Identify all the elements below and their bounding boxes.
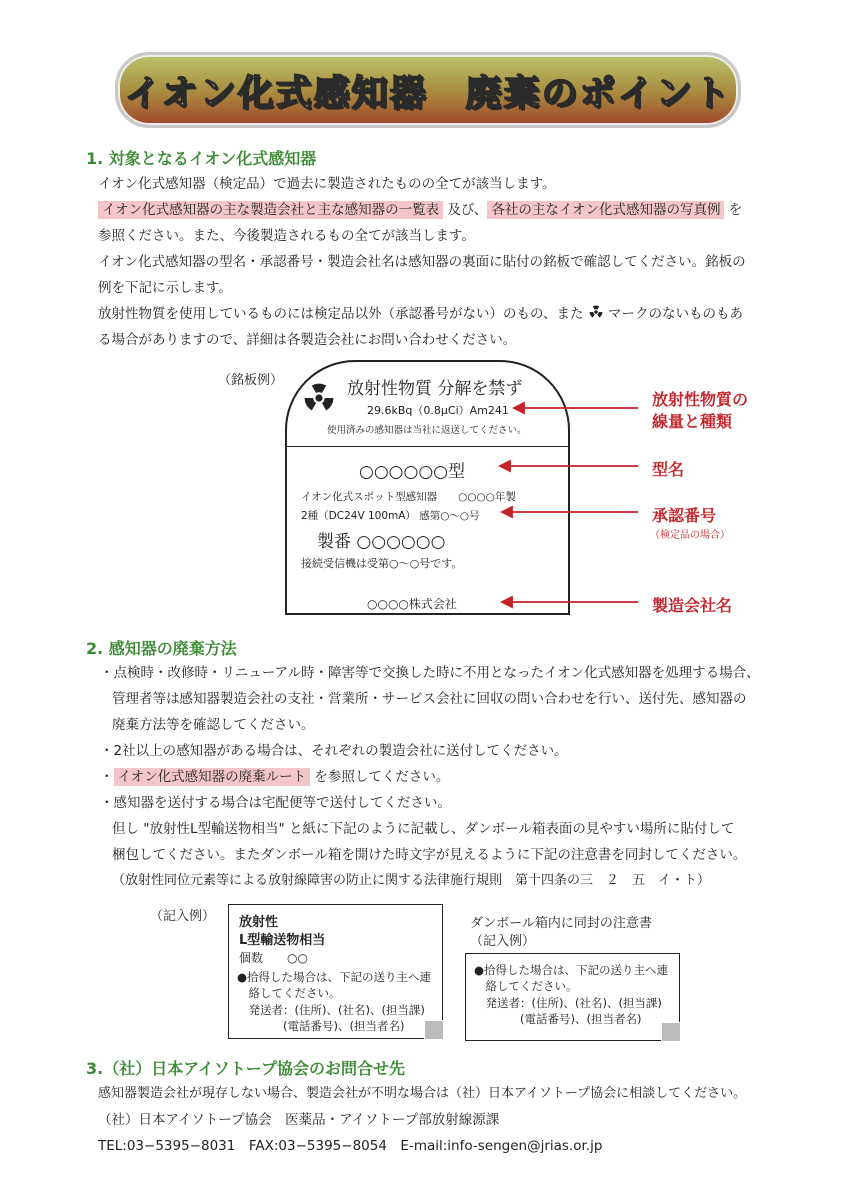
plate-model: ○○○○○○型 xyxy=(359,462,466,482)
callout-approval: 承認番号 xyxy=(652,506,717,525)
page-title: イオン化式感知器 廃棄のポイント xyxy=(124,72,732,114)
example1-box xyxy=(228,904,443,1039)
photo-examples-link[interactable]: 各社の主なイオン化式感知器の写真例 xyxy=(487,201,724,219)
manufacturer-list-link[interactable]: イオン化式感知器の主な製造会社と主な感知器の一覧表 xyxy=(98,201,443,219)
example2-n1: ●拾得した場合は、下記の送り主へ連 xyxy=(474,963,669,977)
section2-b4c: 梱包してください。またダンボール箱を開けた時文字が見えるように下記の注意書を同封してください。 xyxy=(112,847,747,863)
section1-line1: イオン化式感知器（検定品）で過去に製造されたものの全てが該当します。 xyxy=(98,176,556,192)
section1-line3: 参照ください。また、今後製造されるもの全てが該当します。 xyxy=(98,228,475,244)
section1-line5: 例を下記に示します。 xyxy=(98,280,232,296)
section2-b3: ・ イオン化式感知器の廃棄ルート を参照してください。 xyxy=(100,769,450,785)
section2-b2: ・2社以上の感知器がある場合は、それぞれの製造会社に送付してください。 xyxy=(100,743,568,759)
section3-line2: （社）日本アイソトープ協会 医薬品・アイソトープ部放射線源課 xyxy=(98,1112,500,1128)
section2-heading: 2. 感知器の廃棄方法 xyxy=(86,639,237,658)
plate-label: （銘板例） xyxy=(218,373,284,388)
section3-contact: TEL:03−5395−8031 FAX:03−5395−8054 E-mail:info-sengen@jrias.or.jp xyxy=(98,1138,603,1154)
callout-model: 型名 xyxy=(652,460,685,479)
section2-b4b: 但し "放射性L型輸送物相当" と紙に下記のように記載し、ダンボール箱表面の見やすい場所に貼付して xyxy=(112,821,735,837)
callout-maker: 製造会社名 xyxy=(652,596,733,615)
plate-activity: 29.6kBq（0.8μCi）Am241 xyxy=(367,404,509,417)
section3-heading: 3.（社）日本アイソトープ協会のお問合せ先 xyxy=(86,1059,405,1078)
plate-rating-line: 2種（DC24V 100mA） 感第○～○号 xyxy=(301,510,480,522)
plate-company: ○○○○株式会社 xyxy=(367,597,457,611)
example2-n2: 絡してください。 xyxy=(474,979,578,993)
callout-approval-note: （検定品の場合） xyxy=(650,530,730,541)
example1-t2: L型輸送物相当 xyxy=(239,933,326,948)
example2-box xyxy=(465,953,680,1041)
example1-n2: 絡してください。 xyxy=(237,986,341,1000)
disposal-route-link[interactable]: イオン化式感知器の廃棄ルート xyxy=(114,768,311,786)
section3-line1: 感知器製造会社が現存しない場合、製造会社が不明な場合は（社）日本アイソトープ協会に相談してください。 xyxy=(98,1086,747,1101)
plate-warning: 放射性物質 分解を禁ず xyxy=(347,379,523,399)
example1-label: （記入例） xyxy=(150,909,216,924)
plate-receiver: 接続受信機は受第○～○号です。 xyxy=(301,557,463,570)
example1-n3: 発送者：(住所)、(社名)、(担当課) xyxy=(237,1003,425,1017)
example1-t1: 放射性 xyxy=(239,915,279,930)
section1-line2: イオン化式感知器の主な製造会社と主な感知器の一覧表 及び、 各社の主なイオン化式感知器の写真例 を xyxy=(98,197,742,223)
section2-b4d: （放射性同位元素等による放射線障害の防止に関する法律施行規則 第十四条の三 ２ 五 イ・ト） xyxy=(112,873,711,888)
section1-line6: 放射性物質を使用しているものには検定品以外（承認番号がない）のもの、また マークのないものもあ xyxy=(98,301,743,329)
example1-n4: (電話番号)、(担当者名) xyxy=(237,1019,405,1033)
example2-label1: ダンボール箱内に同封の注意書 xyxy=(470,916,652,931)
plate-type-line: イオン化式スポット型感知器 ○○○○年製 xyxy=(301,491,516,503)
section2-b1c: 廃棄方法等を確認してください。 xyxy=(112,717,315,733)
example1-n1: ●拾得した場合は、下記の送り主へ連 xyxy=(237,970,432,984)
example2-label2: （記入例） xyxy=(470,934,536,949)
section1-line4: イオン化式感知器の型名・承認番号・製造会社名は感知器の裏面に貼付の銘板で確認してください。銘板の xyxy=(98,254,746,270)
example1-count: 個数 ○○ xyxy=(239,951,308,965)
page-curl xyxy=(662,1023,680,1041)
section1-heading: 1. 対象となるイオン化式感知器 xyxy=(86,149,317,168)
plate-serial: 製番 ○○○○○○ xyxy=(317,532,446,552)
callout-radio-2: 線量と種類 xyxy=(652,412,733,431)
page-curl xyxy=(425,1021,443,1039)
plate-return-note: 使用済みの感知器は当社に返送してください。 xyxy=(327,425,527,436)
example2-n3: 発送者：(住所)、(社名)、(担当課) xyxy=(474,996,662,1010)
section1-line7: る場合がありますので、詳細は各製造会社にお問い合わせください。 xyxy=(98,332,517,348)
callout-radio-1: 放射性物質の xyxy=(652,390,749,409)
section2-b1b: 管理者等は感知器製造会社の支社・営業所・サービス会社に回収の問い合わせを行い、送付先、感知器の xyxy=(112,691,747,707)
example2-n4: (電話番号)、(担当者名) xyxy=(474,1012,642,1026)
section2-b4a: ・感知器を送付する場合は宅配便等で送付してください。 xyxy=(100,795,451,811)
section2-b1a: ・点検時・改修時・リニューアル時・障害等で交換した時に不用となったイオン化式感知器を処理する場合、 xyxy=(100,665,760,681)
